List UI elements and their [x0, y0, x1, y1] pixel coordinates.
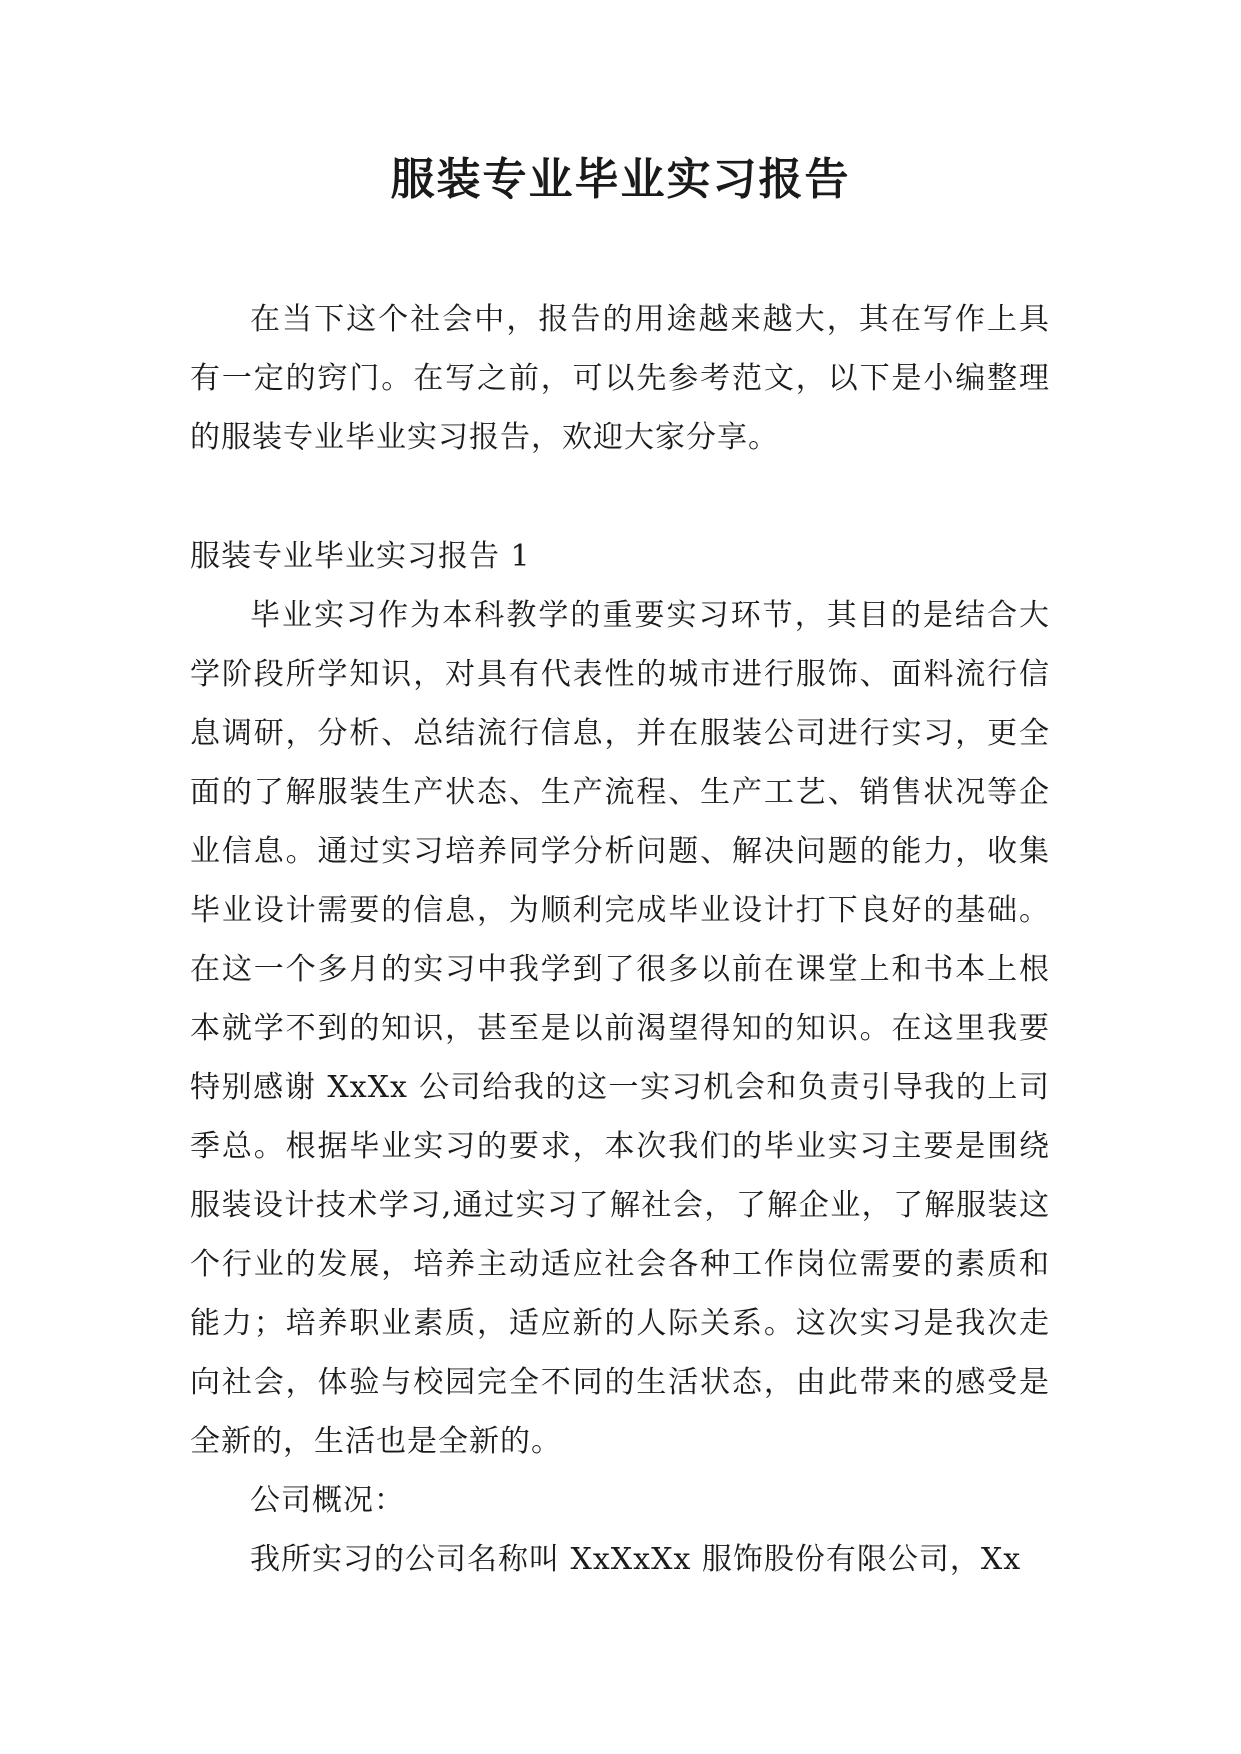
intro-paragraph: 在当下这个社会中，报告的用途越来越大，其在写作上具有一定的窍门。在写之前，可以先参考范文，以下是小编整理的服装专业毕业实习报告，欢迎大家分享。: [190, 302, 1050, 455]
body-paragraph-2: 我所实习的公司名称叫 XxXxXx 服饰股份有限公司，Xx: [250, 1542, 1022, 1577]
document-title: 服装专业毕业实习报告: [390, 154, 851, 205]
body-paragraph-1: 毕业实习作为本科教学的重要实习环节，其目的是结合大学阶段所学知识，对具有代表性的城市进行服饰、面料流行信息调研，分析、总结流行信息，并在服装公司进行实习，更全面的了解服装生产状态、生产流程、生产工艺、销售状况等企业信息。通过实习培养同学分析问题、解决问题的能力，收集毕业设计需要的信息，为顺利完成毕业设计打下良好的基础。在这一个多月的实习中我学到了很多以前在课堂上和书本上根本就学不到的知识，甚至是以前渴望得知的知识。在这里我要特别感谢 XxXx 公司给我的这一实习机会和负责引导我的上司季总。根据毕业实习的要求，本次我们的毕业实习主要是围绕服装设计技术学习,通过实习了解社会，了解企业，了解服装这个行业的发展，培养主动适应社会各种工作岗位需要的素质和能力；培养职业素质，适应新的人际关系。这次实习是我次走向社会，体验与校园完全不同的生活状态，由此带来的感受是全新的，生活也是全新的。: [190, 598, 1050, 1459]
paragraph-gap: [190, 467, 1050, 527]
section-heading: 服装专业毕业实习报告 1: [190, 539, 531, 574]
document-body: [190, 290, 1050, 1589]
company-overview-heading: 公司概况：: [250, 1483, 405, 1518]
